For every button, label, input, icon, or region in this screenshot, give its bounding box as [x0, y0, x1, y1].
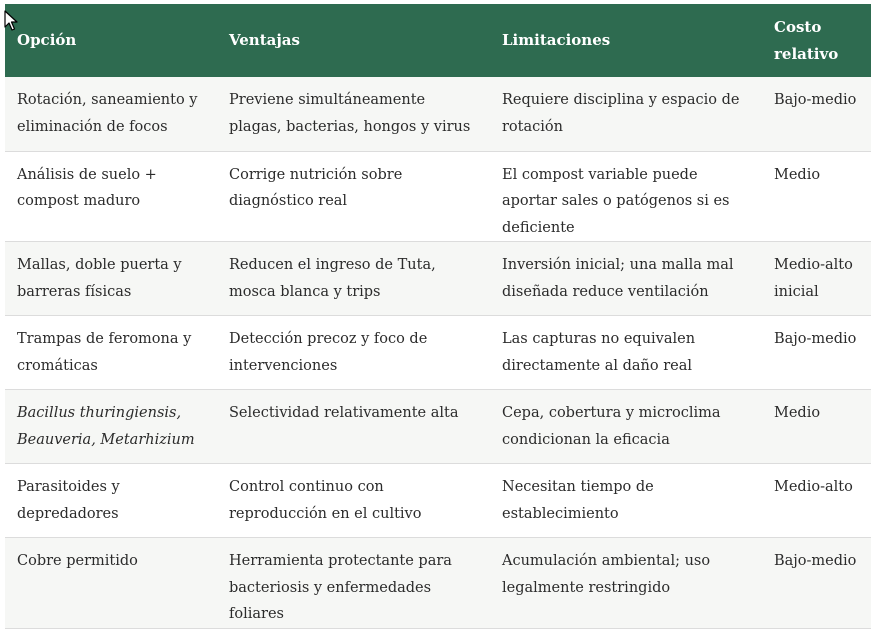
header-limitaciones: Limitaciones: [502, 31, 611, 49]
table-row: [5, 538, 871, 629]
cell-ventajas: Control continuo con reproducción en el cultivo: [229, 479, 422, 522]
table-row: [5, 151, 871, 242]
cell-opcion: Análisis de suelo + compost maduro: [17, 166, 157, 209]
table-row: [5, 390, 871, 464]
cell-costo: Medio: [774, 166, 821, 183]
cell-limitaciones: Necesitan tiempo de establecimiento: [502, 479, 654, 522]
comparison-table-container: [5, 4, 871, 629]
cell-limitaciones: Las capturas no equivalen directamente al daño real: [502, 331, 696, 374]
cell-costo: Medio-alto inicial: [774, 257, 853, 300]
cell-limitaciones: El compost variable puede aportar sales o patógenos si es deficiente: [502, 166, 730, 236]
cell-ventajas: Selectividad relativamente alta: [229, 405, 459, 421]
header-opcion: Opción: [17, 31, 77, 49]
cell-ventajas: Corrige nutrición sobre diagnóstico real: [229, 166, 403, 209]
table-row: [5, 242, 871, 316]
cell-costo: Medio-alto: [774, 479, 853, 495]
cell-opcion: Cobre permitido: [17, 553, 138, 569]
cell-limitaciones: Cepa, cobertura y microclima condicionan la eficacia: [502, 405, 721, 448]
header-row: [5, 4, 871, 77]
cell-limitaciones: Requiere disciplina y espacio de rotación: [502, 92, 740, 135]
cell-ventajas: Previene simultáneamente plagas, bacterias, hongos y virus: [229, 92, 471, 135]
header-costo: Costo relativo: [774, 17, 839, 63]
cell-opcion: Rotación, saneamiento y eliminación de focos: [17, 92, 198, 135]
cell-costo: Bajo-medio: [774, 331, 857, 347]
cell-ventajas: Detección precoz y foco de intervenciones: [229, 331, 428, 374]
cell-limitaciones: Inversión inicial; una malla mal diseñada reduce ventilación: [502, 257, 734, 300]
cell-ventajas: Reducen el ingreso de Tuta, mosca blanca y trips: [229, 257, 436, 300]
cell-opcion: Mallas, doble puerta y barreras físicas: [17, 257, 182, 300]
cell-ventajas: Herramienta protectante para bacteriosis y enfermedades foliares: [229, 553, 452, 622]
header-ventajas: Ventajas: [229, 31, 300, 49]
cell-limitaciones: Acumulación ambiental; uso legalmente restringido: [502, 553, 711, 596]
table-row: [5, 316, 871, 390]
table-row: [5, 464, 871, 538]
cell-opcion: Bacillus thuringiensis, Beauveria, Metarhizium: [17, 405, 195, 448]
cell-opcion: Trampas de feromona y cromáticas: [17, 331, 192, 374]
table-row: [5, 77, 871, 151]
cell-costo: Bajo-medio: [774, 553, 857, 569]
cell-costo: Bajo-medio: [774, 92, 857, 108]
cell-opcion: Parasitoides y depredadores: [17, 479, 120, 522]
table-header: [5, 4, 871, 77]
mouse-pointer-icon: [4, 10, 18, 32]
comparison-table: [5, 4, 871, 629]
cell-costo: Medio: [774, 405, 821, 421]
table-body: [5, 77, 871, 628]
